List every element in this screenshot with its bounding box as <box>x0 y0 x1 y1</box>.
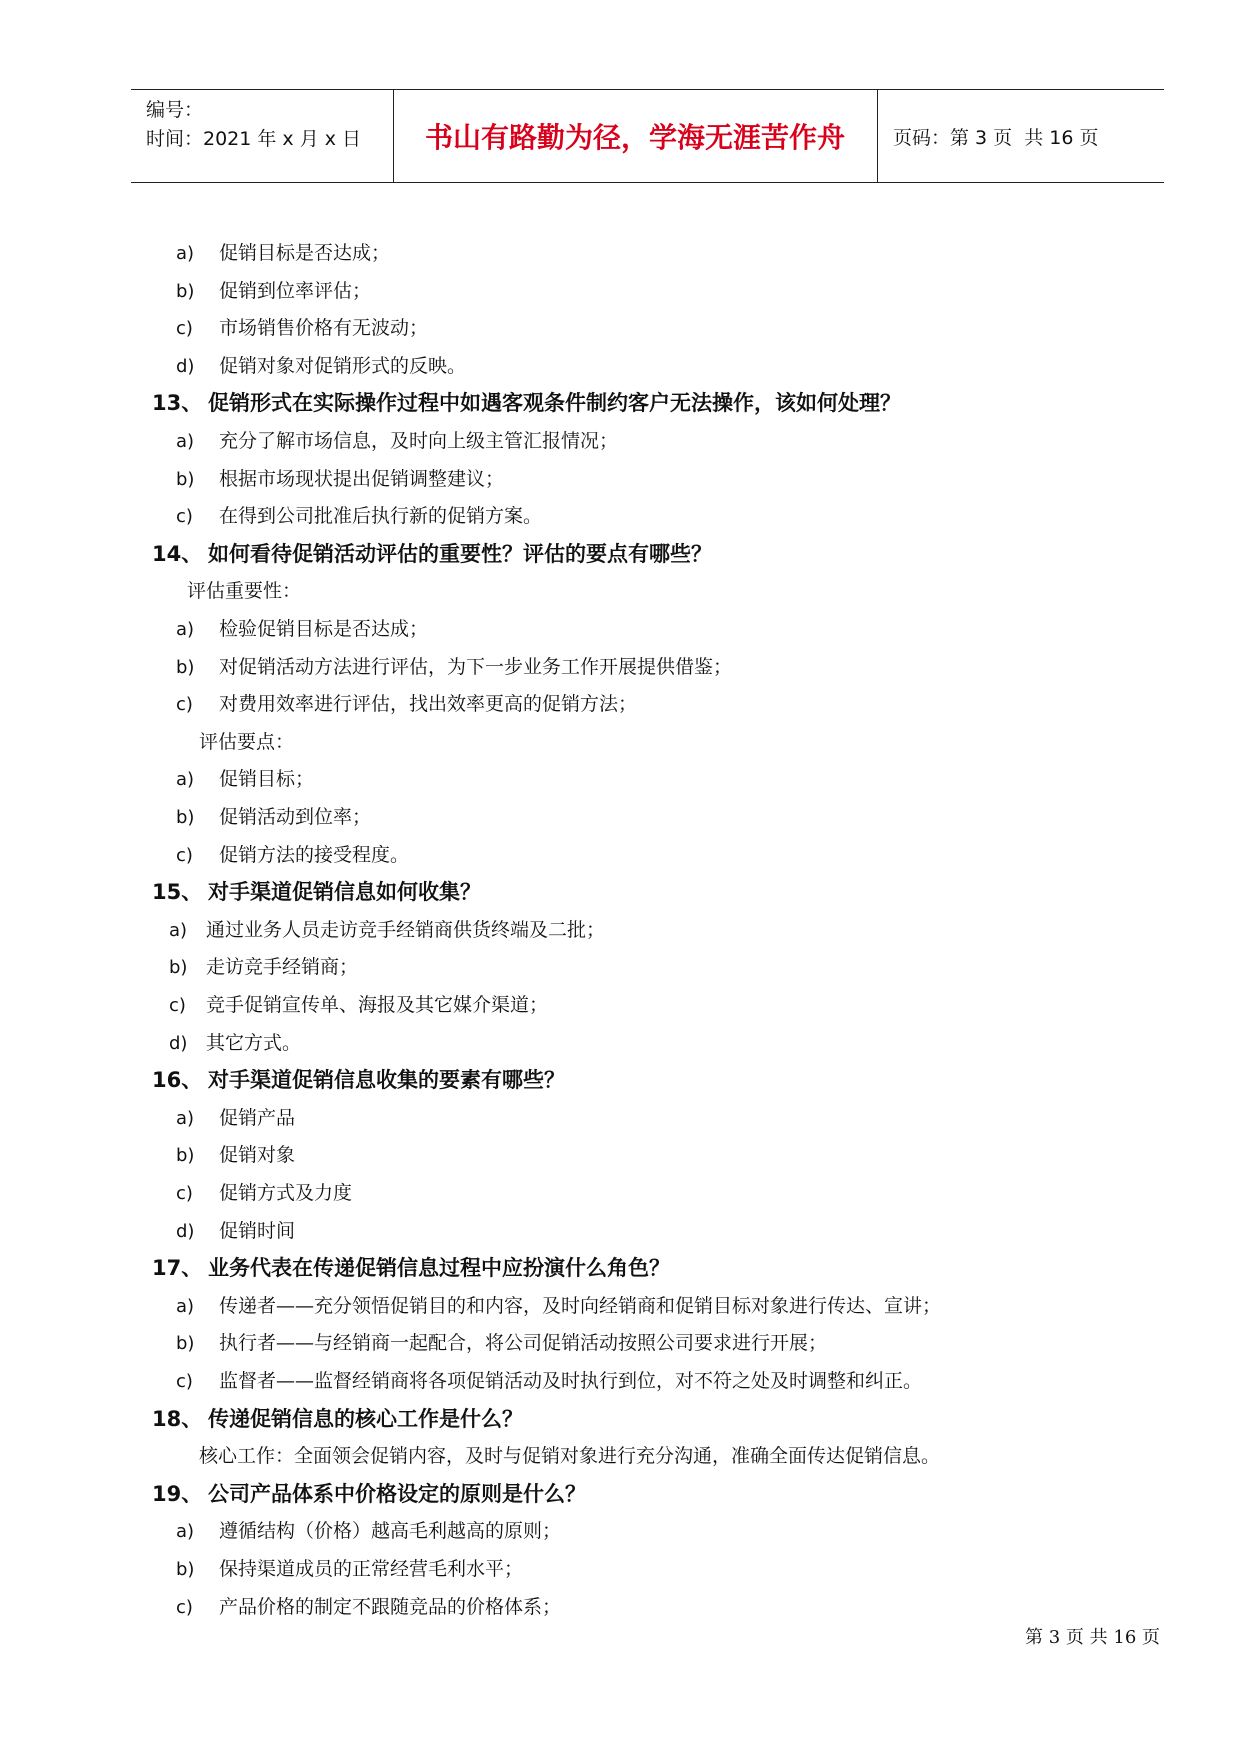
paragraph-text: 评估要点： <box>199 730 295 753</box>
document-header <box>131 89 1164 183</box>
list-item <box>176 1519 561 1544</box>
list-marker: c) <box>176 1596 193 1618</box>
list-marker: b) <box>176 280 195 302</box>
list-item-text: 监督者——监督经销商将各项促销活动及时执行到位，对不符之处及时调整和纠正。 <box>219 1370 923 1392</box>
list-item <box>176 1595 561 1620</box>
list-item-text: 对促销活动方法进行评估，为下一步业务工作开展提供借鉴； <box>219 655 733 678</box>
list-marker: b) <box>176 807 195 828</box>
list-marker: a) <box>176 431 195 452</box>
list-item <box>176 241 390 266</box>
header-motto: 书山有路勤为径，学海无涯苦作舟 <box>424 121 845 154</box>
list-marker: d) <box>169 1032 188 1054</box>
question-text: 对手渠道促销信息收集的要素有哪些？ <box>208 1068 565 1093</box>
list-item-text: 根据市场现状提出促销调整建议； <box>219 467 505 490</box>
list-item-text: 促销方式及力度 <box>219 1182 353 1204</box>
list-item-text: 充分了解市场信息，及时向上级主管汇报情况； <box>219 430 619 452</box>
question-text: 促销形式在实际操作过程中如遇客观条件制约客户无法操作，该如何处理？ <box>208 391 901 416</box>
list-item-text: 促销方法的接受程度。 <box>219 843 410 866</box>
list-item-text: 传递者——充分领悟促销目的和内容，及时向经销商和促销目标对象进行传达、宣讲； <box>219 1294 942 1317</box>
list-marker: a) <box>176 1521 195 1543</box>
list-item <box>176 1106 295 1131</box>
paragraph-text: 评估重要性： <box>187 580 302 603</box>
list-marker: a) <box>169 919 188 941</box>
header-page-label: 页码：第 3 页 共 16 页 <box>893 126 1099 149</box>
list-marker: a) <box>176 1107 195 1129</box>
list-item <box>176 843 409 868</box>
list-marker: d) <box>176 355 195 377</box>
list-marker: c) <box>176 694 193 716</box>
list-marker: a) <box>176 243 195 264</box>
question-number: 13、 <box>152 391 203 416</box>
list-item <box>176 1219 295 1244</box>
list-marker: c) <box>176 1371 193 1392</box>
list-marker: c) <box>176 1183 193 1204</box>
question-heading <box>152 1482 586 1506</box>
list-marker: a) <box>176 769 195 791</box>
list-marker: b) <box>176 468 195 490</box>
question-heading <box>152 542 712 566</box>
list-item-text: 促销目标； <box>219 768 315 791</box>
question-text: 对手渠道促销信息如何收集？ <box>208 880 481 905</box>
list-item-text: 保持渠道成员的正常经营毛利水平； <box>219 1558 524 1580</box>
list-item <box>176 1294 941 1319</box>
question-heading <box>152 391 901 415</box>
list-item <box>169 918 605 943</box>
list-item-text: 促销时间 <box>219 1219 296 1242</box>
question-number: 17、 <box>152 1256 203 1281</box>
question-text: 业务代表在传递促销信息过程中应扮演什么角色？ <box>208 1256 670 1281</box>
question-heading <box>152 1068 565 1092</box>
list-item <box>176 1181 352 1206</box>
list-marker: b) <box>176 1333 195 1355</box>
question-text: 如何看待促销活动评估的重要性？评估的要点有哪些？ <box>208 541 712 566</box>
question-number: 18、 <box>152 1406 203 1431</box>
list-item <box>176 504 542 529</box>
list-item <box>176 1143 295 1168</box>
page-footer: 第 3 页 共 16 页 <box>1025 1627 1160 1648</box>
list-item-text: 促销对象对促销形式的反映。 <box>219 354 467 377</box>
list-item <box>176 767 314 792</box>
list-marker: b) <box>176 1145 195 1167</box>
list-item-text: 执行者——与经销商一起配合，将公司促销活动按照公司要求进行开展； <box>219 1332 828 1355</box>
list-item-text: 遵循结构（价格）越高毛利越高的原则； <box>219 1520 562 1543</box>
question-text: 传递促销信息的核心工作是什么？ <box>208 1406 523 1431</box>
list-item <box>176 429 618 454</box>
list-item-text: 市场销售价格有无波动； <box>219 317 429 340</box>
list-item-text: 在得到公司批准后执行新的促销方案。 <box>219 505 543 528</box>
list-item <box>176 655 732 680</box>
list-item-text: 促销产品 <box>219 1106 296 1129</box>
list-item-text: 其它方式。 <box>206 1031 302 1054</box>
list-item <box>176 279 371 304</box>
list-item <box>176 617 428 642</box>
list-item <box>176 692 637 717</box>
list-item-text: 产品价格的制定不跟随竞品的价格体系； <box>219 1595 562 1618</box>
list-item-text: 检验促销目标是否达成； <box>219 618 429 640</box>
list-marker: a) <box>176 1295 195 1317</box>
question-number: 14、 <box>152 541 203 566</box>
list-item-text: 促销活动到位率； <box>219 806 372 828</box>
list-marker: c) <box>176 506 193 528</box>
list-item <box>176 354 466 379</box>
list-item-text: 促销到位率评估； <box>219 279 372 302</box>
list-item <box>176 1557 523 1582</box>
list-item-text: 走访竞手经销商； <box>206 956 359 979</box>
list-item <box>176 316 428 341</box>
list-marker: a) <box>176 619 195 640</box>
question-heading <box>152 1407 523 1431</box>
list-item <box>176 1331 827 1356</box>
paragraph-text: 核心工作：全面领会促销内容，及时与促销对象进行充分沟通，准确全面传达促销信息。 <box>199 1445 941 1468</box>
list-marker: b) <box>176 656 195 678</box>
list-marker: c) <box>176 318 193 340</box>
list-item-text: 促销对象 <box>219 1144 296 1167</box>
list-marker: c) <box>176 844 193 866</box>
question-number: 15、 <box>152 880 203 905</box>
question-heading <box>152 880 481 904</box>
list-item <box>169 1031 301 1056</box>
list-item-text: 促销目标是否达成； <box>219 242 391 264</box>
question-number: 16、 <box>152 1068 203 1093</box>
list-item <box>176 805 371 830</box>
list-item <box>169 955 358 980</box>
list-item-text: 通过业务人员走访竞手经销商供货终端及二批； <box>206 918 606 941</box>
list-item <box>169 993 548 1018</box>
list-marker: d) <box>176 1220 195 1242</box>
list-marker: b) <box>176 1559 195 1580</box>
list-item <box>176 1369 922 1394</box>
header-number: 编号： <box>146 99 204 121</box>
header-time: 时间：2021 年 x 月 x 日 <box>146 128 362 150</box>
question-heading <box>152 1256 670 1280</box>
list-marker: b) <box>169 957 188 979</box>
list-marker: c) <box>169 995 186 1016</box>
list-item-text: 对费用效率进行评估，找出效率更高的促销方法； <box>219 693 638 716</box>
question-text: 公司产品体系中价格设定的原则是什么？ <box>208 1481 586 1506</box>
list-item <box>176 467 504 492</box>
question-number: 19、 <box>152 1481 203 1506</box>
list-item-text: 竞手促销宣传单、海报及其它媒介渠道； <box>206 994 549 1016</box>
header-divider <box>877 90 878 182</box>
header-meta <box>146 96 361 154</box>
